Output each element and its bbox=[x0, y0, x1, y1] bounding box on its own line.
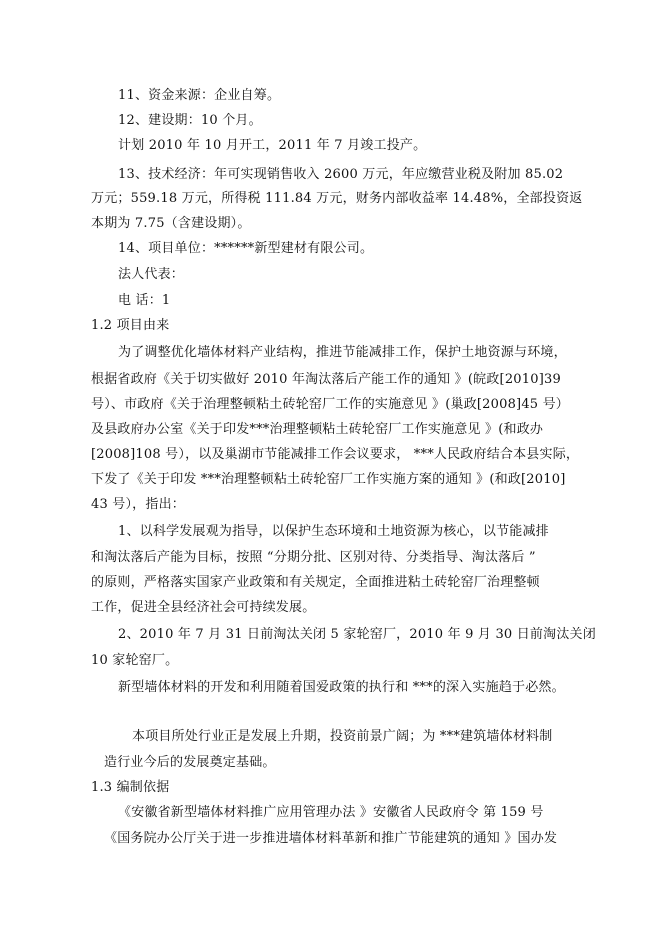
text-line-construction-period: 12、建设期：10 个月。 bbox=[118, 113, 262, 128]
text-line-origin-3: 号）、市政府《关于治理整顿粘土砖轮窑厂工作的实施意见 》(巢政[2008]45 号） bbox=[91, 397, 570, 412]
text-line-industry-1: 本项目所处行业正是发展上升期，投资前景广阔；为 ***建筑墙体材料制 bbox=[132, 729, 553, 744]
text-line-origin-2: 根据省政府《关于切实做好 2010 年淘汰落后产能工作的通知 》(皖政[2010]39 bbox=[91, 372, 561, 387]
text-line-new-materials: 新型墙体材料的开发和利用随着国爱政策的执行和 ***的深入实施趋于必然。 bbox=[118, 680, 565, 695]
text-line-tech-economics-1: 13、技术经济：年可实现销售收入 2600 万元，年应缴营业税及附加 85.02 bbox=[118, 167, 564, 182]
section-heading-origin: 1.2 项目由来 bbox=[91, 318, 170, 333]
text-line-basis-1: 《安徽省新型墙体材料推广应用管理办法 》安徽省人民政府令 第 159 号 bbox=[118, 805, 544, 820]
text-line-point1-2: 和淘汰落后产能为目标，按照 “分期分批、区别对待、分类指导、淘汰落后 ” bbox=[91, 550, 536, 565]
text-line-tech-economics-3: 本期为 7.75（含建设期）。 bbox=[91, 216, 251, 231]
text-line-point1-1: 1、以科学发展观为指导，以保护生态环境和土地资源为核心，以节能减排 bbox=[118, 524, 549, 539]
text-line-basis-2: 《国务院办公厅关于进一步推进墙体材料革新和推广节能建筑的通知 》国办发 bbox=[104, 831, 558, 846]
text-line-tech-economics-2: 万元；559.18 万元，所得税 111.84 万元，财务内部收益率 14.48%，全部投资返 bbox=[91, 191, 583, 206]
text-line-point1-4: 工作，促进全县经济社会可持续发展。 bbox=[91, 600, 316, 615]
text-line-industry-2: 造行业今后的发展奠定基础。 bbox=[104, 755, 276, 770]
text-line-legal-rep: 法人代表： bbox=[118, 267, 185, 282]
text-line-schedule: 计划 2010 年 10 月开工，2011 年 7 月竣工投产。 bbox=[118, 138, 427, 153]
text-line-funding-source: 11、资金来源：企业自筹。 bbox=[118, 88, 281, 103]
text-line-point2-2: 10 家轮窑厂。 bbox=[91, 653, 179, 668]
text-line-origin-7: 43 号），指出： bbox=[91, 497, 185, 512]
text-line-origin-4: 及县政府办公室《关于印发***治理整顿粘土砖轮窑厂工作实施意见 》(和政办 bbox=[91, 422, 544, 437]
section-heading-basis: 1.3 编制依据 bbox=[91, 780, 170, 795]
text-line-origin-5: [2008]108 号），以及巢湖市节能减排工作会议要求， ***人民政府结合本县实际， bbox=[91, 447, 580, 462]
text-line-point2-1: 2、2010 年 7 月 31 日前淘汰关闭 5 家轮窑厂，2010 年 9 月 30 日前淘汰关闭 bbox=[118, 627, 596, 642]
text-line-origin-6: 下发了《关于印发 ***治理整顿粘土砖轮窑厂工作实施方案的通知 》(和政[2010] bbox=[91, 472, 566, 487]
text-line-phone: 电 话：1 bbox=[118, 293, 171, 308]
text-line-origin-1: 为了调整优化墙体材料产业结构，推进节能减排工作，保护土地资源与环境， bbox=[118, 345, 567, 360]
text-line-point1-3: 的原则，严格落实国家产业政策和有关规定，全面推进粘土砖轮窑厂治理整顿 bbox=[91, 575, 540, 590]
text-line-project-unit: 14、项目单位：******新型建材有限公司。 bbox=[118, 241, 374, 256]
